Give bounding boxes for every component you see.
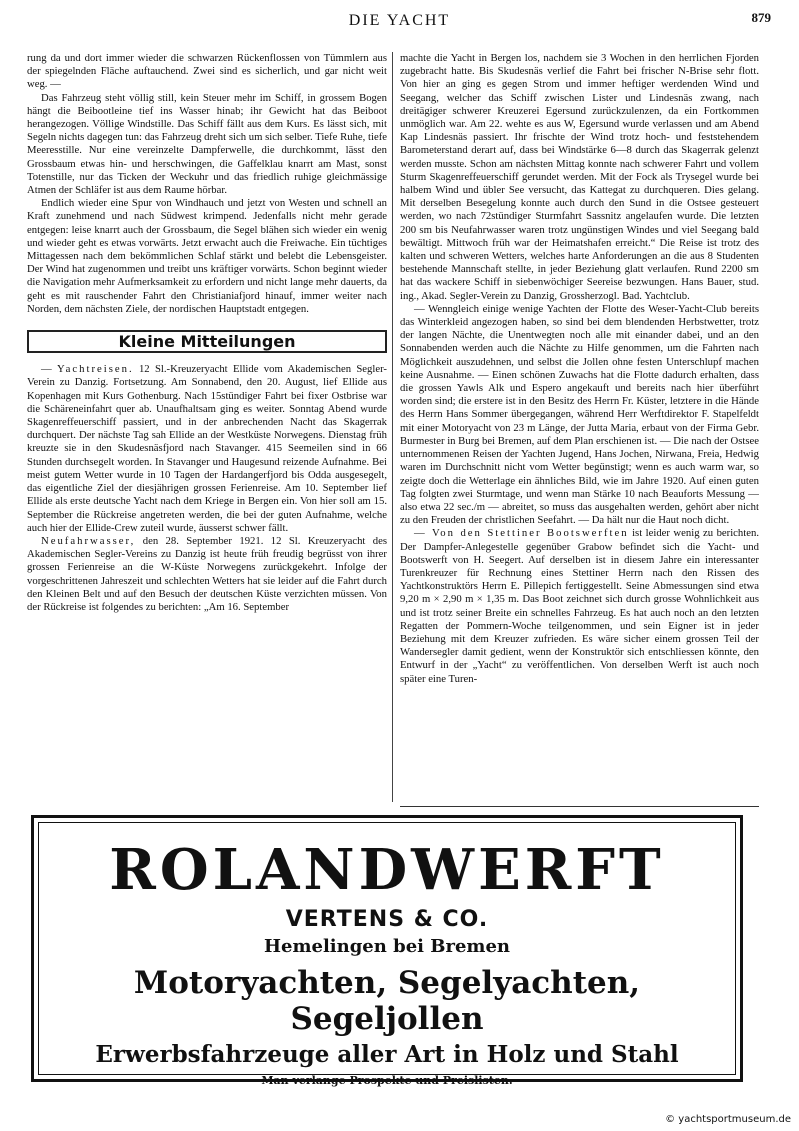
news-lead: Neufahrwasser, — [41, 534, 136, 547]
ad-location: Hemelingen bei Bremen — [264, 936, 510, 957]
advertisement — [31, 815, 743, 1087]
paragraph: rung da und dort immer wieder die schwarzen Rückenflossen von Tümmlern aus der spiegelnden Fläche auftauchend. Zwei sind es sicherlich, und gar nicht weit weg. — — [27, 52, 387, 91]
watermark-credit: © yachtsportmuseum.de — [665, 1114, 791, 1125]
left-column — [27, 52, 387, 614]
ad-products-line-2: Erwerbsfahrzeuge aller Art in Holz und Stahl — [95, 1041, 679, 1068]
news-item — [400, 527, 759, 685]
advertisement-inner-frame — [38, 822, 736, 1087]
ad-firm: VERTENS & CO. — [285, 907, 489, 932]
ad-note: Man verlange Prospekte und Preislisten. — [261, 1074, 513, 1087]
journal-title: DIE YACHT — [348, 12, 451, 29]
news-body: 12 Sl.-Kreuzeryacht Ellide vom Akademischen Segler-Verein zu Danzig. Fortsetzung. Am Sonnabend, den 20. August, lief Ellide aus Kopenhagen mit Kurs Gothenburg. Nach 15stündiger Fahrt bei fixer Ostbrise war die Schäreneinfahrt quer ab. Unaufhaltsam ging es weiter. Sonntag Abend wurde Skagenreffeuerschiff passiert, und in der anbrechenden Nacht das Skagerrak durchquert. Der nächste Tag sah Ellide an der Westküste Norwegens. Dienstag früh kreuzte sie in den Skudesnäsfjord nach Stavanger. 415 Seemeilen sind in 66 Stunden durchsegelt worden. In Stavanger und Haugesund reizende Aufnahme. Bei meist gutem Wetter wurde in 10 Tagen der Hardangerfjord bis Odda ausgesegelt, das eigentliche Ziel der diesjährigen grossen Ferienreise. Am 10. September lief Ellide als erste deutsche Yacht nach dem Kriege in Bergen ein. Von hier soll am 15. September die Rückreise angetreten werden, die bei der guten Aufnahme, welche auch hier der Ellide-Crew zuteil wurde, äusserst schwer fällt. — [27, 363, 387, 534]
ad-products-line-1: Motoryachten, Segelyachten, Segeljollen — [133, 965, 641, 1037]
news-body: den 28. September 1921. 12 Sl. Kreuzeryacht des Akademischen Segler-Vereins zu Danzig ist heute früh freudig begrüsst von ihrer grossen Ferienreise an die W-Küste Norwegens zurückgekehrt. Infolge der vorgeschrittenen Jahreszeit und schlechten Wetters hat sie leider auf die Fahrt durch den Kleinen Belt und auf den Besuch der deutschen Küste verzichten müssen. Von der Rückreise ist folgendes zu berichten: „Am 16. September — [27, 534, 388, 613]
ad-brand: ROLANDWERFT — [109, 837, 665, 903]
section-heading-box — [27, 330, 387, 353]
section-heading: Kleine Mitteilungen — [118, 332, 296, 352]
page-number: 879 — [751, 10, 771, 25]
paragraph: — Wenngleich einige wenige Yachten der Flotte des Weser-Yacht-Club bereits das Winterkleid angezogen haben, so sind bei dem blendenden Herbstwetter, trotz der langen Nächte, die Unentwegten noch alle mit einander dabei, und an den Sonnabenden werden auch die Nächte zu Hilfe genommen, um die Fahrten nach Möglichkeit auszudehnen, und selbst die Jollen ohne festen Unterschlupf machen keine Ausnahme. — Einen schönen Zuwachs hat die Flotte dadurch erhalten, dass die grossen Yawls Alk und Espero angekauft und bereits nach hier überführt worden sind; die erstere ist in den Besitz des Herrn Fr. Küster, letztere in die Hände des Herrn Hans Sommer übergegangen, während Herr Werftdirektor F. Stapelfeldt mit einer Motoryacht von 23 m Länge, der Jutta Maria, erbaut von der Firma Gebr. Burmester in Burg bei Bremen, auf dem Plan erschienen ist. — Die nach der Ostsee unternommenen Reisen der Yachten Jugend, Hans Jochen, Nirwana, Freia, Hedwig waren im Durchschnitt nicht vom Wetter begünstigt; wenn es auch warm war, so zeigte doch die Wetterlage ein ähnliches Bild, wie im Jahre 1920. Auf einen guten Tag folgten zwei Sturmtage, und wenn man Stärke 10 nach Beauforts Messung — also etwa 22 sec./m — abreitet, so muss das ausgehalten werden, gehört aber nicht zu den Freuden der christlichen Seefahrt. — Da hält nur die Haut noch dicht. — [400, 302, 759, 527]
paragraph: machte die Yacht in Bergen los, nachdem sie 3 Wochen in den herrlichen Fjorden zugebracht hatte. Bis Skudesnäs verlief die Fahrt bei frischer N-Brise sehr flott. Von hier an ging es gegen Strom und immer heftiger werdenden Wind und Seegang, welcher das Schiff zwischen Lister und Lindesnäs zwang, nach dreitägiger schwerer Kreuzerei Egersund zurückzulenzen, da ein Fortkommen unmöglich war. Am 22. wehte es aus W, Egersund wurde verlassen und am Abend Kap Lindesnäs passiert. Ihr frischte der Wind trotz hoch- und feststehendem Barometerstand derart auf, dass bei Windstärke 6—8 durch das Skagerrak gelenzt werden musste. Schon am nächsten Mittag konnte nach schwerer Fahrt und vollem Sturm Skagenreffeuerschiff gerundet werden. Mit der Fock als Trysegel wurde bei halbem Wind und übler See versucht, das Kattegat zu durchqueren. Dies gelang. Mit derselben Besegelung konnte auch durch den Sund in die Ostsee gesteuert werden, wo nach 72stündiger Sturmfahrt Sassnitz angelaufen wurde. Die letzten 200 sm bis Neufahrwasser waren trotz ungünstigen Windes und viel Seegang bald bewältigt. Mittwoch früh war der Heimatshafen erreicht.“ Die Reise ist trotz des kalten und schweren Wetters, welches harte Anforderungen an die aus 8 Studenten bestehende Mannschaft stellte, in jeder Beziehung glatt verlaufen. Rund 2200 sm hat das wackere Schiff in siebenwöchiger Seereise bezwungen. Hans Bauer, stud. ing., Akad. Segler-Verein zu Danzig, Grossherzogl. Bad. Yachtclub. — [400, 52, 759, 302]
column-divider — [392, 52, 393, 802]
news-item: — Yachtreisen. 12 Sl.-Kreuzeryacht Ellide vom Akademischen Segler-Verein zu Danzig. Fortsetzung. Am Sonnabend, den 20. August, lief Ellide aus Kopenhagen mit Kurs Gothenburg. Nach 15stündiger Fahrt bei fixer Ostbrise war die Schäreneinfahrt quer ab. Unaufhaltsam ging es weiter. Sonntag Abend wurde Skagenreffeuerschiff passiert, und in der anbrechenden Nacht das Skagerrak durchquert. Der nächste Tag sah Ellide an der Westküste Norwegens. Dienstag früh kreuzte sie in den Skudesnäsfjord nach Stavanger. 415 Seemeilen sind in 66 Stunden durchsegelt worden. In Stavanger und Haugesund reizende Aufnahme. Bei meist gutem Wetter wurde in 10 Tagen der Hardangerfjord bis Odda ausgesegelt, das eigentliche Ziel der diesjährigen grossen Ferienreise. Am 10. September lief Ellide als erste deutsche Yacht nach dem Kriege in Bergen ein. Von hier soll am 15. September die Rückreise angetreten werden, die bei der guten Aufnahme, welche auch hier der Ellide-Crew zuteil wurde, äusserst schwer fällt. — [27, 363, 387, 534]
news-body: ist leider wenig zu berichten. Der Dampfer-Anlegestelle gegenüber Grabow befindet sich die Yacht- und Bootswerft von H. Seegert. Auf derselben ist in diesem Jahre ein interessanter Turenkreuzer für Rechnung eines Stettiner Herrn nach den Rissen des Yachtkonstruktörs Herrn E. Pillepich fertiggestellt. Seine Abmessungen sind etwa 9,20 m × 2,90 m × 1,35 m. Das Boot zeichnet sich durch grosse Wohnlichkeit aus und ist trotz seiner Breite ein schnelles Fahrzeug. Es hat auch noch an den letzten Regatten der Pommern-Woche teilgenommen, und sein Eigner ist in jeder Beziehung mit dem Kreuzer zufrieden. Es wäre sicher einem grossen Teil der Wandersegler damit gedient, wenn der Konstruktör sich entschliessen könnte, den Entwurf in der „Yacht“ zu veröffentlichen. Von derselben Werft ist auch noch später eine Turen- — [400, 527, 759, 685]
news-lead: Yachtreisen. — [57, 363, 134, 376]
news-item — [27, 535, 387, 614]
column-end-rule — [400, 806, 759, 807]
paragraph: Endlich wieder eine Spur von Windhauch und jetzt von Westen und schnell an Kraft zunehmend und nach Südwest krimpend. Jedenfalls nicht mehr gerade entgegen: leise knarrt auch der Grossbaum, die Segel blähen sich wieder ein wenig und wieder geht es etwas vorwärts. Jetzt erwacht auch die Freiwache. Ein tüchtiges Mittagessen nach dem bekömmlichen Schlaf stärkt und belebt die Lebensgeister. Der Wind hat zugenommen und treibt uns kräftiger vorwärts. Schon beginnt wieder die Navigation mehr Aufmerksamkeit zu erfordern und nicht lange mehr dauerts, da geht es mit rauschender Fahrt den Christianiafjord hinauf, immer weiter nach Norden, dem nächsten Ziele, der nordischen Hauptstadt entgegen. — [27, 197, 387, 315]
paragraph: Das Fahrzeug steht völlig still, kein Steuer mehr im Schiff, in grossem Bogen hängt die Beibootleine tief ins Wasser hinab; ihr Gewicht hat das Beiboot herangezogen. Völlige Windstille. Das Schiff fällt aus dem Kurs. Es lässt sich, mit Segeln nichts dagegen tun: das Fahrzeug dreht sich um sich selber. Tiefe Ruhe, tiefe Meeresstille. Nur eine vereinzelte Dampferwelle, die durchkommt, lässt den Grossbaum etwas hin- und herschwingen, die Gaffelklau knarrt am Mast, sonst Totenstille, nur das Ticken der Weckuhr und das friedlich ruhige gleichmässige Atmen der Schläfer ist aus dem Raume hörbar. — [27, 91, 387, 197]
news-lead: — Von den Stettiner Bootswerften — [414, 527, 629, 540]
right-column — [400, 52, 759, 686]
page-header — [20, 8, 779, 32]
